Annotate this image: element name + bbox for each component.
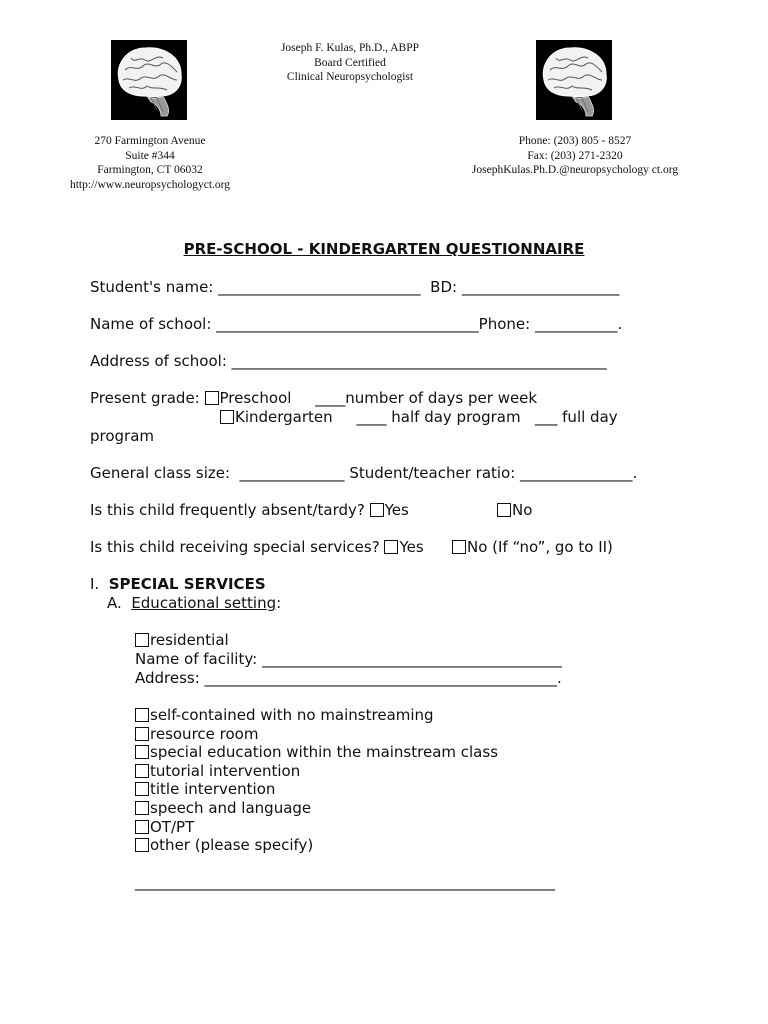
website-link[interactable]: http://www.neuropsychologyct.org: [69, 178, 231, 191]
resource-room-checkbox[interactable]: [135, 727, 149, 741]
section-number: I.: [90, 575, 100, 593]
brain-logo-right: [536, 40, 612, 120]
setting-option: [135, 743, 498, 762]
kindergarten-row: [220, 408, 618, 427]
services-no-label: No (If “no”, go to II): [467, 538, 613, 556]
section-title: SPECIAL SERVICES: [108, 575, 266, 593]
half-full-day-field[interactable]: ____ half day program ___ full day: [332, 408, 618, 426]
services-question: Is this child receiving special services?: [90, 538, 385, 556]
phone-number: Phone: (203) 805 - 8527: [518, 135, 632, 147]
form-title: PRE-SCHOOL - KINDERGARTEN QUESTIONNAIRE: [183, 240, 585, 258]
suite: Suite #344: [125, 149, 175, 162]
absent-no-label: No: [512, 501, 533, 519]
class-size-field[interactable]: General class size: ______________ Student/teacher ratio: _______________.: [90, 464, 638, 482]
option-label: self-contained with no mainstreaming: [150, 706, 434, 724]
kindergarten-checkbox[interactable]: [220, 410, 234, 424]
days-per-week-field[interactable]: ____number of days per week: [291, 389, 538, 407]
facility-name-field[interactable]: Name of facility: ________________________________________: [135, 650, 562, 668]
certification: Board Certified: [314, 56, 386, 69]
subsection-title: Educational setting: [131, 594, 277, 612]
absent-yes-checkbox[interactable]: [370, 503, 384, 517]
option-label: OT/PT: [150, 818, 195, 836]
street-address: 270 Farmington Avenue: [94, 135, 206, 147]
residential-checkbox[interactable]: [135, 633, 149, 647]
present-grade-row: [90, 389, 537, 408]
city-state-zip: Farmington, CT 06032: [97, 164, 203, 176]
services-yes-checkbox[interactable]: [384, 540, 398, 554]
option-label: tutorial intervention: [150, 762, 301, 780]
setting-option: [135, 706, 434, 725]
setting-option: [135, 799, 311, 818]
self-contained-checkbox[interactable]: [135, 708, 149, 722]
absent-row: [90, 501, 409, 520]
facility-address-field[interactable]: Address: _______________________________________________.: [135, 669, 562, 687]
fax-number: Fax: (203) 271-2320: [527, 149, 623, 162]
title-intervention-checkbox[interactable]: [135, 782, 149, 796]
option-label: special education within the mainstream class: [150, 743, 499, 761]
setting-option: [135, 780, 275, 799]
school-address-field[interactable]: Address of school: __________________________________________________: [90, 352, 607, 370]
contact-info: [450, 134, 700, 178]
office-address: [40, 134, 260, 192]
brain-icon: [111, 40, 187, 120]
specialty: Clinical Neuropsychologist: [286, 71, 414, 83]
student-name-field[interactable]: Student's name: ___________________________ BD: _____________________: [90, 278, 620, 296]
subsection-letter: A.: [107, 594, 122, 612]
option-label: other (please specify): [150, 836, 314, 854]
kindergarten-label: Kindergarten: [235, 408, 333, 426]
other-checkbox[interactable]: [135, 838, 149, 852]
absent-no-option: [497, 501, 532, 520]
residential-label: residential: [150, 631, 229, 649]
services-no-checkbox[interactable]: [452, 540, 466, 554]
other-specify-field[interactable]: ________________________________________________________: [135, 873, 555, 891]
setting-option: [135, 762, 300, 781]
subsection-heading: [107, 594, 281, 613]
preschool-checkbox[interactable]: [205, 391, 219, 405]
school-name-field[interactable]: Name of school: ___________________________________Phone: ___________.: [90, 315, 623, 333]
option-label: title intervention: [150, 780, 276, 798]
option-label: speech and language: [150, 799, 312, 817]
brain-icon: [536, 40, 612, 120]
services-row: [90, 538, 424, 557]
absent-yes-label: Yes: [384, 501, 409, 519]
brain-logo-left: [111, 40, 187, 120]
setting-option: [135, 818, 194, 837]
speech-language-checkbox[interactable]: [135, 801, 149, 815]
practitioner-info: [230, 41, 470, 85]
subsection-colon: :: [276, 594, 282, 612]
tutorial-checkbox[interactable]: [135, 764, 149, 778]
absent-question: Is this child frequently absent/tardy?: [90, 501, 370, 519]
services-no-option: [452, 538, 613, 557]
absent-no-checkbox[interactable]: [497, 503, 511, 517]
email-address[interactable]: JosephKulas.Ph.D.@neuropsychology ct.org: [471, 164, 679, 176]
option-label: resource room: [150, 725, 259, 743]
practitioner-name: Joseph F. Kulas, Ph.D., ABPP: [280, 42, 420, 54]
residential-option: [135, 631, 229, 650]
ot-pt-checkbox[interactable]: [135, 820, 149, 834]
setting-option: [135, 836, 313, 855]
services-yes-label: Yes: [399, 538, 424, 556]
present-grade-label: Present grade:: [90, 389, 205, 407]
section-heading: [90, 575, 266, 594]
preschool-label: Preschool: [219, 389, 292, 407]
program-label: program: [90, 427, 155, 445]
special-education-checkbox[interactable]: [135, 745, 149, 759]
setting-option: [135, 725, 258, 744]
